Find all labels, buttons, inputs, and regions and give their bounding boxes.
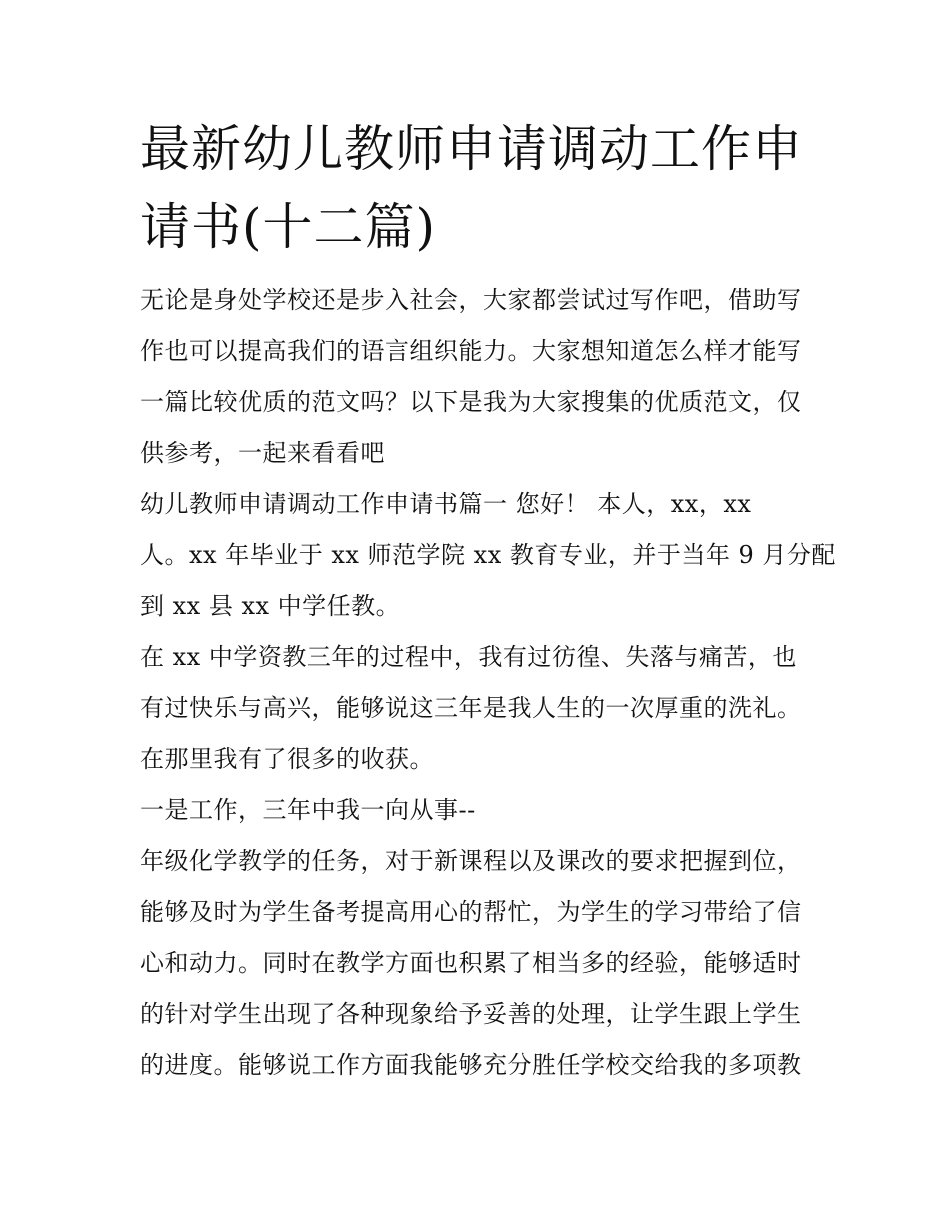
body-line: 到 xx 县 xx 中学任教。 — [140, 592, 401, 620]
body-line: 心和动力。同时在教学方面也积累了相当多的经验，能够适时 — [140, 949, 802, 977]
body-line: 有过快乐与高兴，能够说这三年是我人生的一次厚重的洗礼。 — [140, 694, 802, 722]
body-line: 一是工作，三年中我一向从事-- — [140, 796, 476, 824]
document-title — [140, 110, 820, 266]
document-body — [140, 275, 836, 1091]
body-line: 在 xx 中学资教三年的过程中，我有过彷徨、失落与痛苦，也 — [140, 643, 797, 671]
body-line: 的进度。能够说工作方面我能够充分胜任学校交给我的多项教 — [140, 1051, 802, 1079]
body-line: 无论是身处学校还是步入社会，大家都尝试过写作吧，借助写 — [140, 286, 802, 314]
body-line: 在那里我有了很多的收获。 — [140, 745, 434, 773]
title-line: 最新幼儿教师申请调动工作申 — [140, 120, 803, 178]
body-line: 幼儿教师申请调动工作申请书篇一 您好！ 本人，xx，xx — [140, 490, 752, 518]
body-line: 能够及时为学生备考提高用心的帮忙，为学生的学习带给了信 — [140, 898, 802, 926]
body-line: 作也可以提高我们的语言组织能力。大家想知道怎么样才能写 — [140, 337, 802, 365]
body-line: 的针对学生出现了各种现象给予妥善的处理，让学生跟上学生 — [140, 1000, 802, 1028]
body-line: 一篇比较优质的范文吗？以下是我为大家搜集的优质范文，仅 — [140, 388, 802, 416]
title-line: 请书(十二篇) — [140, 198, 437, 256]
body-line: 年级化学教学的任务，对于新课程以及课改的要求把握到位， — [140, 847, 802, 875]
body-line: 供参考，一起来看看吧 — [140, 439, 385, 467]
body-line: 人。xx 年毕业于 xx 师范学院 xx 教育专业，并于当年 9 月分配 — [140, 541, 836, 569]
